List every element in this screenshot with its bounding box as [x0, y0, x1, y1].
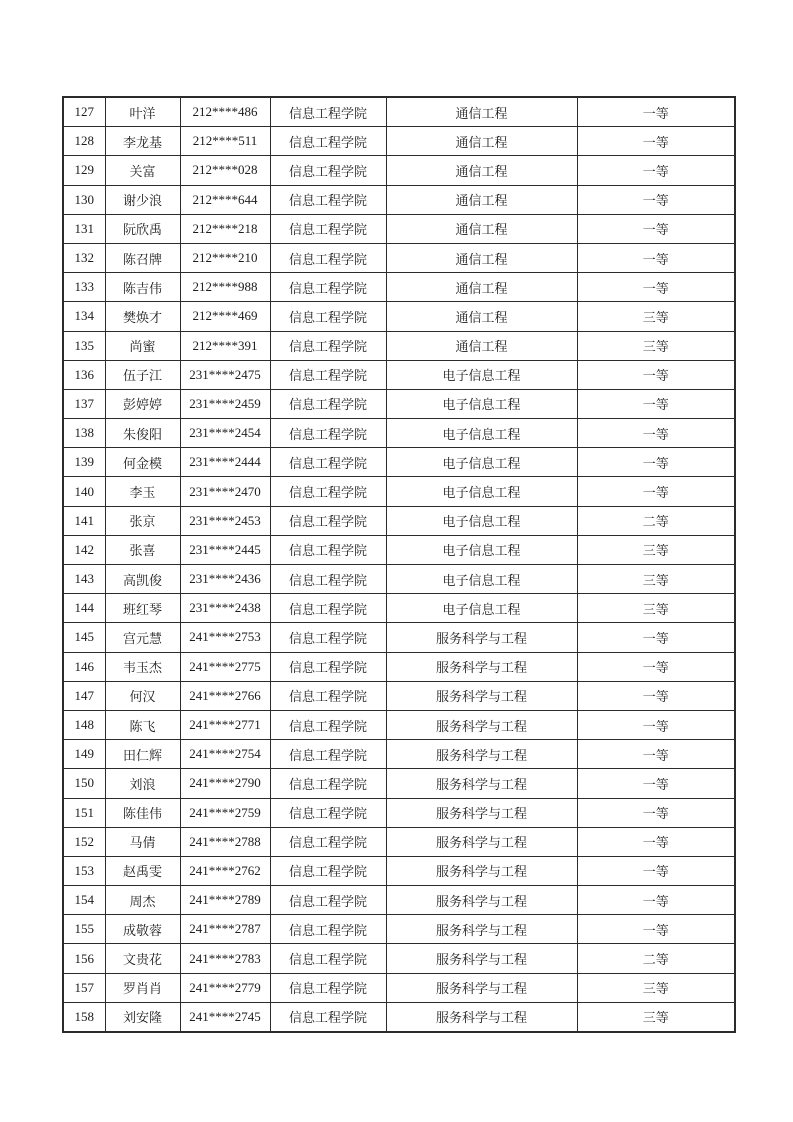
cell-student-id: 241****2762 [180, 856, 270, 885]
cell-name: 张京 [105, 506, 180, 535]
cell-name: 伍子江 [105, 360, 180, 389]
table-row [63, 565, 735, 594]
cell-award-level: 一等 [577, 827, 735, 856]
cell-name: 刘安隆 [105, 1002, 180, 1032]
cell-name: 韦玉杰 [105, 652, 180, 681]
cell-name: 李玉 [105, 477, 180, 506]
cell-name: 陈飞 [105, 710, 180, 739]
cell-name: 李龙基 [105, 127, 180, 156]
cell-student-id: 241****2771 [180, 710, 270, 739]
cell-student-id: 231****2475 [180, 360, 270, 389]
cell-major: 通信工程 [386, 273, 577, 302]
cell-index: 135 [63, 331, 105, 360]
cell-award-level: 一等 [577, 710, 735, 739]
table-row [63, 681, 735, 710]
cell-student-id: 231****2444 [180, 448, 270, 477]
cell-name: 阮欣禹 [105, 214, 180, 243]
cell-index: 137 [63, 389, 105, 418]
cell-major: 电子信息工程 [386, 477, 577, 506]
cell-index: 141 [63, 506, 105, 535]
cell-name: 陈吉伟 [105, 273, 180, 302]
cell-college: 信息工程学院 [270, 273, 386, 302]
cell-major: 服务科学与工程 [386, 798, 577, 827]
table-row [63, 740, 735, 769]
cell-index: 139 [63, 448, 105, 477]
table-row [63, 798, 735, 827]
cell-college: 信息工程学院 [270, 127, 386, 156]
cell-major: 电子信息工程 [386, 565, 577, 594]
table-row [63, 156, 735, 185]
cell-name: 陈佳伟 [105, 798, 180, 827]
cell-student-id: 241****2788 [180, 827, 270, 856]
cell-index: 145 [63, 623, 105, 652]
cell-college: 信息工程学院 [270, 1002, 386, 1032]
table-row [63, 273, 735, 302]
cell-award-level: 三等 [577, 331, 735, 360]
cell-name: 张喜 [105, 535, 180, 564]
table-row [63, 419, 735, 448]
cell-college: 信息工程学院 [270, 302, 386, 331]
cell-college: 信息工程学院 [270, 535, 386, 564]
cell-student-id: 231****2453 [180, 506, 270, 535]
table-row [63, 623, 735, 652]
cell-index: 146 [63, 652, 105, 681]
cell-index: 153 [63, 856, 105, 885]
cell-award-level: 一等 [577, 681, 735, 710]
cell-award-level: 一等 [577, 419, 735, 448]
cell-major: 服务科学与工程 [386, 769, 577, 798]
cell-award-level: 一等 [577, 886, 735, 915]
cell-student-id: 231****2445 [180, 535, 270, 564]
cell-major: 电子信息工程 [386, 535, 577, 564]
cell-index: 155 [63, 915, 105, 944]
cell-award-level: 三等 [577, 1002, 735, 1032]
cell-student-id: 212****469 [180, 302, 270, 331]
cell-student-id: 212****486 [180, 97, 270, 127]
cell-student-id: 241****2766 [180, 681, 270, 710]
cell-major: 通信工程 [386, 243, 577, 272]
cell-student-id: 231****2438 [180, 594, 270, 623]
cell-name: 何汉 [105, 681, 180, 710]
table-row [63, 856, 735, 885]
cell-student-id: 241****2779 [180, 973, 270, 1002]
cell-major: 电子信息工程 [386, 594, 577, 623]
cell-major: 服务科学与工程 [386, 681, 577, 710]
cell-major: 电子信息工程 [386, 419, 577, 448]
cell-college: 信息工程学院 [270, 652, 386, 681]
cell-award-level: 一等 [577, 652, 735, 681]
cell-award-level: 一等 [577, 214, 735, 243]
cell-major: 通信工程 [386, 302, 577, 331]
cell-award-level: 一等 [577, 389, 735, 418]
cell-student-id: 212****210 [180, 243, 270, 272]
cell-index: 130 [63, 185, 105, 214]
cell-major: 服务科学与工程 [386, 710, 577, 739]
cell-award-level: 三等 [577, 302, 735, 331]
cell-index: 132 [63, 243, 105, 272]
table-row [63, 448, 735, 477]
table-row [63, 535, 735, 564]
cell-major: 服务科学与工程 [386, 1002, 577, 1032]
cell-major: 通信工程 [386, 331, 577, 360]
table-row [63, 360, 735, 389]
table-row [63, 886, 735, 915]
cell-college: 信息工程学院 [270, 185, 386, 214]
table-row [63, 769, 735, 798]
cell-major: 通信工程 [386, 214, 577, 243]
cell-college: 信息工程学院 [270, 156, 386, 185]
cell-index: 138 [63, 419, 105, 448]
cell-major: 通信工程 [386, 127, 577, 156]
cell-college: 信息工程学院 [270, 97, 386, 127]
cell-index: 129 [63, 156, 105, 185]
cell-major: 电子信息工程 [386, 448, 577, 477]
cell-major: 电子信息工程 [386, 506, 577, 535]
cell-index: 154 [63, 886, 105, 915]
cell-college: 信息工程学院 [270, 915, 386, 944]
cell-award-level: 二等 [577, 944, 735, 973]
cell-college: 信息工程学院 [270, 594, 386, 623]
table-row [63, 506, 735, 535]
table-row [63, 185, 735, 214]
cell-name: 樊焕才 [105, 302, 180, 331]
cell-name: 宫元慧 [105, 623, 180, 652]
cell-name: 陈召牌 [105, 243, 180, 272]
cell-index: 150 [63, 769, 105, 798]
cell-college: 信息工程学院 [270, 740, 386, 769]
table-row [63, 915, 735, 944]
cell-college: 信息工程学院 [270, 798, 386, 827]
cell-name: 赵禹雯 [105, 856, 180, 885]
cell-award-level: 一等 [577, 623, 735, 652]
cell-major: 通信工程 [386, 185, 577, 214]
cell-award-level: 一等 [577, 97, 735, 127]
cell-index: 147 [63, 681, 105, 710]
cell-award-level: 一等 [577, 360, 735, 389]
cell-index: 158 [63, 1002, 105, 1032]
table-row [63, 973, 735, 1002]
cell-college: 信息工程学院 [270, 419, 386, 448]
cell-name: 朱俊阳 [105, 419, 180, 448]
cell-student-id: 241****2745 [180, 1002, 270, 1032]
cell-major: 服务科学与工程 [386, 973, 577, 1002]
cell-student-id: 231****2459 [180, 389, 270, 418]
cell-name: 尚蜜 [105, 331, 180, 360]
cell-index: 156 [63, 944, 105, 973]
cell-student-id: 241****2775 [180, 652, 270, 681]
cell-award-level: 一等 [577, 769, 735, 798]
cell-name: 田仁辉 [105, 740, 180, 769]
cell-award-level: 三等 [577, 565, 735, 594]
cell-award-level: 一等 [577, 185, 735, 214]
cell-index: 134 [63, 302, 105, 331]
cell-index: 152 [63, 827, 105, 856]
cell-college: 信息工程学院 [270, 973, 386, 1002]
cell-student-id: 231****2436 [180, 565, 270, 594]
cell-award-level: 三等 [577, 535, 735, 564]
cell-student-id: 241****2753 [180, 623, 270, 652]
cell-major: 服务科学与工程 [386, 944, 577, 973]
cell-name: 叶洋 [105, 97, 180, 127]
cell-major: 服务科学与工程 [386, 915, 577, 944]
cell-student-id: 241****2754 [180, 740, 270, 769]
cell-student-id: 241****2790 [180, 769, 270, 798]
cell-index: 149 [63, 740, 105, 769]
table-row [63, 944, 735, 973]
cell-student-id: 212****218 [180, 214, 270, 243]
cell-index: 142 [63, 535, 105, 564]
cell-student-id: 241****2783 [180, 944, 270, 973]
cell-student-id: 212****644 [180, 185, 270, 214]
table-row [63, 1002, 735, 1032]
cell-student-id: 212****988 [180, 273, 270, 302]
cell-major: 电子信息工程 [386, 389, 577, 418]
cell-college: 信息工程学院 [270, 448, 386, 477]
cell-index: 144 [63, 594, 105, 623]
cell-award-level: 二等 [577, 506, 735, 535]
cell-name: 文贵花 [105, 944, 180, 973]
cell-student-id: 212****511 [180, 127, 270, 156]
cell-award-level: 一等 [577, 448, 735, 477]
table-row [63, 331, 735, 360]
cell-index: 128 [63, 127, 105, 156]
cell-award-level: 一等 [577, 127, 735, 156]
cell-name: 成敬蓉 [105, 915, 180, 944]
table-row [63, 214, 735, 243]
cell-name: 何金模 [105, 448, 180, 477]
cell-college: 信息工程学院 [270, 623, 386, 652]
cell-major: 服务科学与工程 [386, 623, 577, 652]
cell-student-id: 241****2787 [180, 915, 270, 944]
cell-major: 通信工程 [386, 156, 577, 185]
table-row [63, 127, 735, 156]
cell-college: 信息工程学院 [270, 886, 386, 915]
cell-student-id: 241****2789 [180, 886, 270, 915]
cell-college: 信息工程学院 [270, 827, 386, 856]
table-row [63, 97, 735, 127]
cell-major: 服务科学与工程 [386, 886, 577, 915]
cell-student-id: 212****028 [180, 156, 270, 185]
cell-award-level: 一等 [577, 798, 735, 827]
cell-college: 信息工程学院 [270, 243, 386, 272]
cell-major: 通信工程 [386, 97, 577, 127]
cell-index: 127 [63, 97, 105, 127]
cell-award-level: 一等 [577, 273, 735, 302]
table-row [63, 389, 735, 418]
award-list-table [62, 96, 736, 1033]
cell-student-id: 212****391 [180, 331, 270, 360]
cell-major: 服务科学与工程 [386, 856, 577, 885]
cell-award-level: 一等 [577, 156, 735, 185]
cell-index: 136 [63, 360, 105, 389]
cell-award-level: 一等 [577, 477, 735, 506]
cell-college: 信息工程学院 [270, 477, 386, 506]
cell-index: 140 [63, 477, 105, 506]
cell-award-level: 三等 [577, 973, 735, 1002]
cell-college: 信息工程学院 [270, 360, 386, 389]
cell-name: 谢少浪 [105, 185, 180, 214]
table-row [63, 652, 735, 681]
cell-index: 148 [63, 710, 105, 739]
cell-major: 电子信息工程 [386, 360, 577, 389]
table-row [63, 827, 735, 856]
cell-index: 143 [63, 565, 105, 594]
cell-award-level: 一等 [577, 915, 735, 944]
cell-college: 信息工程学院 [270, 856, 386, 885]
cell-major: 服务科学与工程 [386, 827, 577, 856]
cell-college: 信息工程学院 [270, 681, 386, 710]
cell-college: 信息工程学院 [270, 214, 386, 243]
cell-student-id: 231****2454 [180, 419, 270, 448]
cell-award-level: 一等 [577, 740, 735, 769]
cell-college: 信息工程学院 [270, 565, 386, 594]
award-table-body [63, 97, 735, 1032]
table-row [63, 243, 735, 272]
cell-student-id: 241****2759 [180, 798, 270, 827]
table-row [63, 477, 735, 506]
cell-major: 服务科学与工程 [386, 652, 577, 681]
cell-college: 信息工程学院 [270, 331, 386, 360]
cell-name: 刘浪 [105, 769, 180, 798]
cell-name: 马倩 [105, 827, 180, 856]
cell-name: 高凯俊 [105, 565, 180, 594]
table-row [63, 710, 735, 739]
cell-student-id: 231****2470 [180, 477, 270, 506]
table-row [63, 594, 735, 623]
cell-index: 133 [63, 273, 105, 302]
cell-college: 信息工程学院 [270, 389, 386, 418]
cell-award-level: 一等 [577, 856, 735, 885]
cell-name: 罗肖肖 [105, 973, 180, 1002]
cell-college: 信息工程学院 [270, 944, 386, 973]
cell-major: 服务科学与工程 [386, 740, 577, 769]
cell-name: 班红琴 [105, 594, 180, 623]
cell-index: 157 [63, 973, 105, 1002]
cell-index: 151 [63, 798, 105, 827]
cell-college: 信息工程学院 [270, 769, 386, 798]
cell-award-level: 三等 [577, 594, 735, 623]
table-row [63, 302, 735, 331]
cell-college: 信息工程学院 [270, 506, 386, 535]
cell-college: 信息工程学院 [270, 710, 386, 739]
cell-name: 彭婷婷 [105, 389, 180, 418]
cell-name: 周杰 [105, 886, 180, 915]
cell-index: 131 [63, 214, 105, 243]
cell-name: 关富 [105, 156, 180, 185]
cell-award-level: 一等 [577, 243, 735, 272]
